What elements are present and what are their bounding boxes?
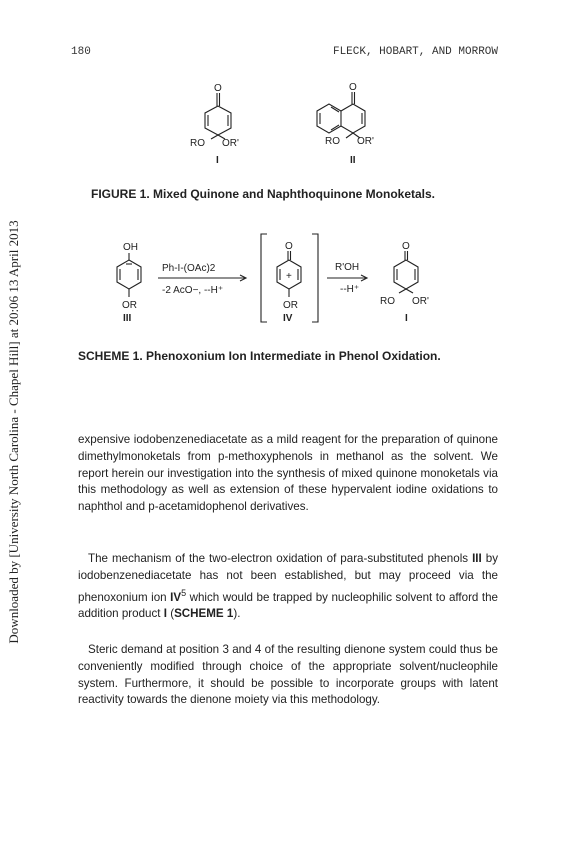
running-head: FLECK, HOBART, AND MORROW <box>332 46 498 58</box>
paragraph-2-ref-scheme: SCHEME 1 <box>174 607 234 621</box>
compound-i-or: OR' <box>222 138 239 149</box>
download-watermark-text: Downloaded by [University North Carolina - Chapel Hill] at 20:06 13 April 2013 <box>6 220 21 644</box>
paragraph-2-text-f: which would be trapped by nucleophilic solvent to afford the addition product <box>78 590 498 621</box>
compound-i-product-or: OR' <box>412 296 429 307</box>
compound-i-product-oxygen: O <box>402 241 410 252</box>
compound-iii-label: III <box>123 313 132 324</box>
paragraph-2-ref-iii: III <box>472 552 482 565</box>
paragraph-3 <box>78 642 498 709</box>
compound-i-ro: RO <box>190 138 205 149</box>
paragraph-2-footnote-5: 5 <box>181 587 187 598</box>
compound-i-oxygen: O <box>214 83 222 94</box>
compound-iii-oh: OH <box>123 242 138 253</box>
compound-ii-rings <box>317 92 365 138</box>
paragraph-2-text-a: The mechanism of the two-electron oxidation of para-substituted phenols <box>88 552 473 565</box>
paragraph-2-text-j: ). <box>233 607 241 621</box>
compound-iii-ring <box>117 253 141 297</box>
paragraph-1 <box>78 432 498 516</box>
bracket-right <box>312 234 318 322</box>
arrow-2-reagent: R'OH <box>335 262 360 273</box>
figure-1-caption: FIGURE 1. Mixed Quinone and Naphthoquinone Monoketals. <box>91 187 436 201</box>
scheme-1-structures <box>0 220 576 350</box>
paragraph-1-text: expensive iodobenzenediacetate as a mild reagent for the preparation of quinone dimethylmonoketals from p-methoxyphenols in methanol as the solvent. We report herein our investigation into the synthesis of mixed quinone monoketals via this methodology as well as extension of these hypervalent iodine oxidations to naphthol and p-acetamidophenol derivatives. <box>78 433 498 514</box>
compound-iii-or: OR <box>122 300 137 311</box>
paragraph-2 <box>78 551 498 623</box>
compound-iv-plus: + <box>286 271 292 282</box>
compound-i-product-label: I <box>405 313 408 324</box>
compound-iv-label: IV <box>283 313 293 324</box>
arrow-1-byproduct: -2 AcO−, --H⁺ <box>162 285 224 296</box>
compound-i-product-ring <box>394 251 418 293</box>
paragraph-2-text-c: by iodobenzenediacetate has not been established, but may proceed via the phenoxonium ion <box>78 552 499 604</box>
compound-iv-oxygen: O <box>285 241 293 252</box>
paragraph-2-text-h: ( <box>166 607 175 621</box>
compound-ii-label: II <box>350 155 356 166</box>
page-number: 180 <box>71 46 91 58</box>
arrow-2-byproduct: --H⁺ <box>340 284 360 295</box>
arrow-1-reagent: Ph-I-(OAc)2 <box>162 263 216 274</box>
compound-ii-oxygen: O <box>349 82 357 93</box>
compound-i-ring <box>205 93 231 139</box>
compound-iv-or: OR <box>283 300 298 311</box>
compound-ii-ro: RO <box>325 136 340 147</box>
scheme-1-caption: SCHEME 1. Phenoxonium Ion Intermediate in Phenol Oxidation. <box>78 349 441 363</box>
paragraph-2-ref-iv: IV <box>170 590 182 604</box>
compound-ii-or: OR' <box>357 136 374 147</box>
paragraph-3-text: Steric demand at position 3 and 4 of the resulting dienone system could thus be conveniently modified through choice of the appropriate solvent/nucleophile system. Furthermore, it should be possible to incorporate groups with latent reactivity towards the dienone moiety via this methodology. <box>78 643 498 707</box>
paragraph-2-ref-i: I <box>163 607 167 621</box>
compound-i-product-ro: RO <box>380 296 395 307</box>
compound-i-label: I <box>216 155 219 166</box>
bracket-left <box>261 234 267 322</box>
